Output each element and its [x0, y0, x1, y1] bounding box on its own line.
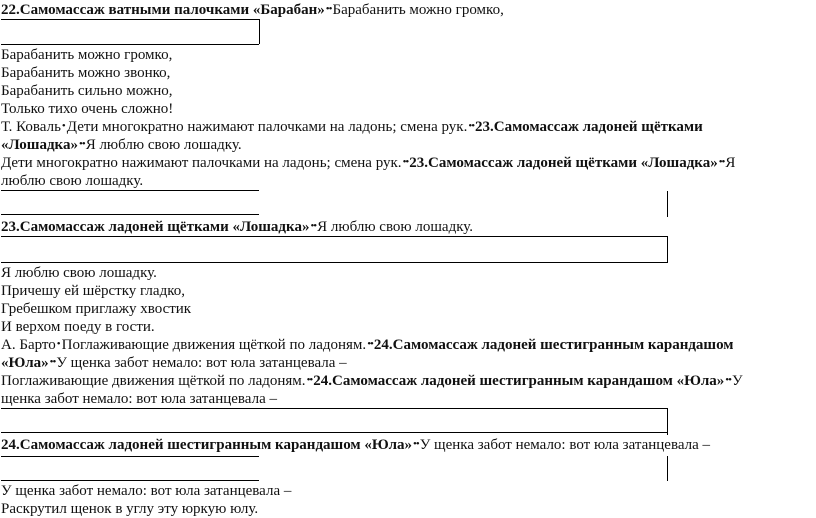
divider [1, 480, 259, 481]
bullet-separator: •• [306, 374, 313, 386]
bullet-separator: •• [325, 3, 332, 15]
instruction-23: Поглаживающие движения щёткой по ладоням. [61, 337, 367, 353]
divider [1, 408, 668, 409]
heading-22-first-line: Барабанить можно громко, [332, 2, 504, 18]
heading-23-line [1, 218, 473, 236]
heading-23-title-part1: 23.Самомассаж ладоней щётками [475, 119, 703, 135]
heading-23-title-repeat: 23.Самомассаж ладоней щётками «Лошадка» [409, 155, 718, 171]
poem-22-line-3: Барабанить сильно можно, [1, 83, 173, 99]
divider-vertical [667, 191, 668, 217]
author-23: А. Барто [1, 337, 56, 353]
heading-24-first-line: У щенка забот немало: вот юла затанцевала – [56, 355, 347, 371]
divider [1, 456, 259, 457]
bullet-separator: •• [78, 138, 85, 150]
heading-24-wrap-line [1, 354, 347, 372]
divider [1, 190, 259, 191]
divider [1, 44, 259, 45]
poem-23-line-2: Причешу ей шёрстку гладко, [1, 283, 185, 299]
poem-24-line-1: У щенка забот немало: вот юла затанцевала – [1, 483, 292, 499]
bullet-separator: •• [718, 156, 725, 168]
author-22-line [1, 118, 703, 136]
author-23-line [1, 336, 734, 354]
divider [1, 262, 668, 263]
bullet-separator: • [56, 338, 61, 350]
instruction-23-repeat-line [1, 372, 743, 390]
heading-23-tail-line: люблю свою лошадку. [1, 173, 144, 189]
instruction-23-repeat: Поглаживающие движения щёткой по ладоням. [1, 373, 306, 389]
heading-24-title-part2: «Юла» [1, 355, 49, 371]
heading-22-line [1, 1, 504, 19]
heading-24-title-part1: 24.Самомассаж ладоней шестигранным карандашом [373, 337, 734, 353]
divider-vertical [667, 236, 668, 262]
heading-24-title-repeat: 24.Самомассаж ладоней шестигранным карандашом «Юла» [313, 373, 725, 389]
instruction-22-repeat-line [1, 154, 735, 172]
poem-22-line-2: Барабанить можно звонко, [1, 65, 171, 81]
bullet-separator: •• [725, 374, 731, 386]
bullet-separator: • [61, 120, 66, 132]
instruction-22: Дети многократно нажимают палочками на ладонь; смена рук. [66, 119, 468, 135]
heading-24-title-main: 24.Самомассаж ладоней шестигранным карандашом «Юла» [1, 437, 412, 453]
heading-22-title: 22.Самомассаж ватными палочками «Барабан» [1, 2, 325, 18]
heading-24-first-line-main: У щенка забот немало: вот юла затанцевала – [419, 437, 711, 453]
bullet-separator: •• [49, 356, 56, 368]
divider [1, 19, 259, 20]
divider [1, 236, 668, 237]
poem-22-line-1: Барабанить можно громко, [1, 47, 173, 63]
heading-23-title-main: 23.Самомассаж ладоней щётками «Лошадка» [1, 219, 310, 235]
heading-23-title-part2: «Лошадка» [1, 137, 78, 153]
divider [1, 214, 259, 215]
poem-23-line-4: И верхом поеду в гости. [1, 319, 155, 335]
heading-23-first-line-main: Я люблю свою лошадку. [317, 219, 474, 235]
poem-22-line-4: Только тихо очень сложно! [1, 101, 174, 117]
heading-23-wrap-line [1, 136, 242, 154]
bullet-separator: •• [402, 156, 409, 168]
heading-24-line [1, 436, 710, 454]
bullet-separator: •• [367, 338, 373, 350]
author-22: Т. Коваль [1, 119, 61, 135]
divider-vertical [667, 456, 668, 481]
heading-23-tail-start: Я [725, 155, 736, 171]
divider [1, 432, 668, 433]
bullet-separator: •• [468, 120, 475, 132]
divider-vertical [259, 19, 260, 44]
poem-23-line-3: Гребешком приглажу хвостик [1, 301, 192, 317]
bullet-separator: •• [310, 220, 317, 232]
poem-23-line-1: Я люблю свою лошадку. [1, 265, 157, 281]
heading-24-tail-line: щенка забот немало: вот юла затанцевала – [1, 391, 277, 407]
heading-23-first-line: Я люблю свою лошадку. [85, 137, 242, 153]
poem-24-line-2: Раскрутил щенок в углу эту юркую юлу. [1, 501, 259, 517]
bullet-separator: •• [412, 438, 419, 450]
instruction-22-repeat: Дети многократно нажимают палочками на ладонь; смена рук. [1, 155, 402, 171]
heading-24-tail-start: У [731, 373, 743, 389]
